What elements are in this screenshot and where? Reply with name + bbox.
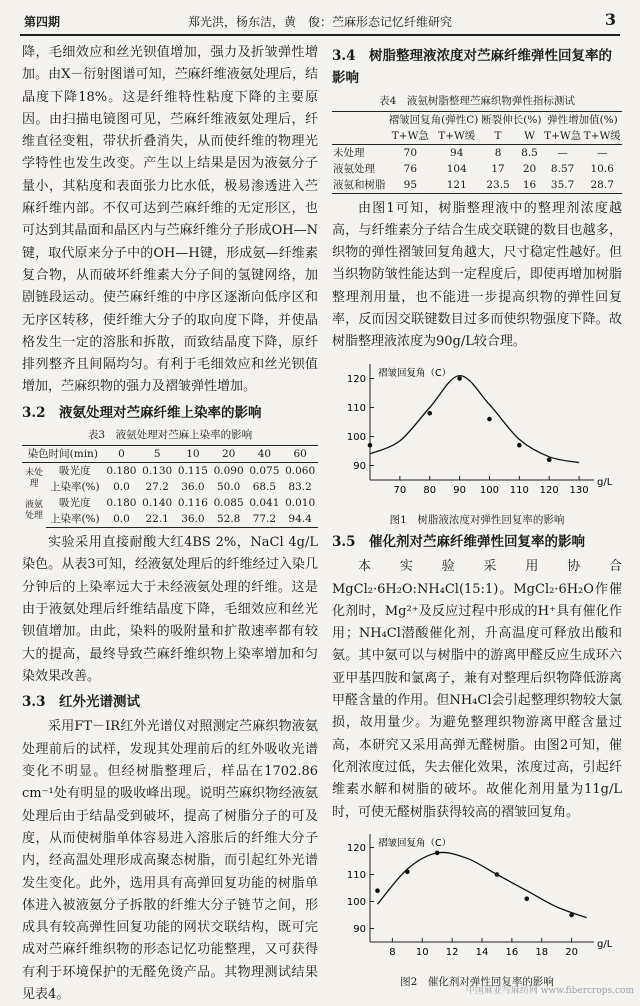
left-column <box>22 42 318 1006</box>
x-tick-label: 18 <box>535 946 549 958</box>
figure-2-chart <box>332 824 622 964</box>
table-cell: 0.180 <box>106 497 137 510</box>
table-cell: 0.085 <box>213 497 244 510</box>
row-label: 上染率(%) <box>49 481 100 494</box>
table-cell: — <box>596 146 608 159</box>
data-point <box>368 443 373 448</box>
page-number: 3 <box>604 10 616 29</box>
x-tick-label: 80 <box>423 484 437 496</box>
table-header-cell <box>332 128 387 145</box>
table-header-cell <box>332 111 387 128</box>
data-point <box>457 376 462 381</box>
table-cell: 0.140 <box>142 497 173 510</box>
table-cell: 23.5 <box>480 177 516 194</box>
row-group-label: 未处理 <box>24 468 43 490</box>
table-4 <box>332 111 622 194</box>
table-cell: 35.7 <box>543 177 583 194</box>
table-cell: 83.2 <box>288 481 312 494</box>
table-cell: 70 <box>403 146 418 159</box>
table-cell: 95 <box>387 177 433 194</box>
table-row <box>22 479 318 495</box>
table-cell: 76 <box>403 162 418 175</box>
site-watermark: 中国麻业与麻纺网 www.fibercrops.com <box>465 986 634 996</box>
table-header-cell: T+W缓 <box>582 128 622 145</box>
table-cell: 36.0 <box>181 481 205 494</box>
running-header <box>20 8 620 36</box>
x-tick-label: 130 <box>569 484 589 496</box>
table-cell: 0.116 <box>177 497 208 510</box>
table-cell: — <box>557 146 568 159</box>
table-cell: 52.8 <box>211 511 247 528</box>
table-header-cell: 弹性增加值(%) <box>543 111 622 128</box>
table-row <box>332 177 622 194</box>
x-tick-label: 10 <box>415 946 429 958</box>
x-axis-unit: g/L <box>597 476 613 488</box>
fitted-curve <box>377 852 586 917</box>
y-tick-label: 90 <box>353 460 366 472</box>
table-cell: 8.5 <box>521 146 538 159</box>
data-point <box>569 913 574 918</box>
section-heading-3-5: 3.5 催化剂对苎麻纤维弹性回复率的影响 <box>332 533 585 550</box>
table-cell: 28.7 <box>582 177 622 194</box>
table-cell: 17 <box>491 162 505 175</box>
table-cell: 94.4 <box>282 511 318 528</box>
y-tick-label: 100 <box>346 431 366 443</box>
table-row <box>332 144 622 161</box>
y-tick-label: 120 <box>346 842 366 854</box>
x-tick-label: 16 <box>505 946 519 958</box>
table-cell: 36.0 <box>175 511 211 528</box>
data-point <box>375 888 380 893</box>
x-tick-label: 20 <box>565 946 578 958</box>
y-tick-label: 120 <box>346 373 366 385</box>
x-axis-unit: g/L <box>597 938 613 950</box>
table-cell: 104 <box>446 162 467 175</box>
row-label: 液氨和树脂 <box>332 177 387 194</box>
fitted-curve <box>370 375 579 462</box>
table-cell: 8.57 <box>550 162 575 175</box>
table-header-cell: T+W急 <box>543 128 583 145</box>
table-row <box>22 511 318 528</box>
row-label: 上染率(%) <box>46 511 104 528</box>
paragraph-dyeing: 实验采用直接耐酸大红4BS 2%，NaCl 4g/L染色。从表3可知，经液氨处理后的纤维经过入染几分钟后的上染率远大于未经液氨处理的纤维。这是由于液氨处理后纤维结晶度下降，毛细效应和丝光钡值增加。由此，染料的吸附量和扩散速率都有较大的提高，最终导致苎麻纤维织物上染率增加和匀染效果改善。 <box>22 535 318 684</box>
table-header-cell: 20 <box>211 446 247 463</box>
table-cell: 0.075 <box>249 465 280 478</box>
x-tick-label: 70 <box>393 484 407 496</box>
data-point <box>517 443 522 448</box>
table-cell: 0.060 <box>285 465 316 478</box>
table-header-cell: T+W急 <box>387 128 433 145</box>
table-row <box>22 495 318 511</box>
table-cell: 94 <box>450 146 464 159</box>
x-tick-label: 8 <box>389 946 396 958</box>
issue-label: 第四期 <box>24 15 61 29</box>
y-tick-label: 90 <box>353 923 366 935</box>
data-point <box>487 416 492 421</box>
data-point <box>405 869 410 874</box>
table-3 <box>22 445 318 528</box>
table-header-cell: T <box>480 128 516 145</box>
paragraph-liquid-ammonia-effect: 降，毛细效应和丝光钡值增加，强力及折皱弹性增加。由X－衍射图谱可知，苎麻纤维液氨处理后，结晶度下降18%。这是纤维特性粘度下降的主要原因。由扫描电镜图可见，苎麻纤维液氨处理后，纤维直径变粗，带状折叠消失，从而使纤维的物理光学特性也发生改变。产生以上结果是因为液氨分子量小，其粘度和表面张力比水低，极易渗透进入苎麻纤维内部。不仅可达到苎麻纤维的无定形区，也可达到其晶面和晶区内与苎麻纤维分子形成OH—N键，取代原来分子中的OH—H键，形成氨—纤维素复合物，从而破坏纤维素大分子间的氢键网络，加剧链段运动。使苎麻纤维的中序区逐渐向低序区和无序区转移，使纤维大分子的取向度下降，并使晶格发生一定的溶胀和拆散，而致结晶度下降，原纤排列整齐且间隔均匀。有利于毛细效应和丝光钡值增加，苎麻织物的强力及褶皱弹性增加。 <box>22 45 318 395</box>
y-axis-title: 褶皱回复角（C） <box>378 367 452 379</box>
table-row <box>332 161 622 177</box>
table-cell: 0.0 <box>113 481 130 494</box>
x-tick-label: 90 <box>453 484 466 496</box>
table-header-cell: T+W缓 <box>434 128 480 145</box>
row-label: 吸光度 <box>59 465 91 478</box>
data-point <box>427 411 432 416</box>
paragraph-resin-concentration: 由图1可知，树脂整理液中的整理剂浓度越高，与纤维素分子结合生成交联键的数目也越多，织物的弹性褶皱回复角越大，尺寸稳定性越好。但当织物防皱性能达到一定程度后，即使再增加树脂整理剂用量，也不能进一步提高织物的弹性回复率，反而因交联键数目过多而使织物强度下降。故树脂整理液浓度为90g/L较合理。 <box>332 200 622 350</box>
table-4-subheader-row <box>332 128 622 145</box>
y-tick-label: 100 <box>346 896 366 908</box>
table-header-cell: 染色时间(min) <box>22 446 104 463</box>
table-cell: 0.180 <box>106 465 137 478</box>
y-tick-label: 110 <box>346 869 366 881</box>
data-point <box>495 872 500 877</box>
y-tick-label: 110 <box>346 402 366 414</box>
figure-1 <box>332 354 622 510</box>
data-point <box>435 850 440 855</box>
table-cell: 22.1 <box>139 511 175 528</box>
table-cell: 0.090 <box>213 465 244 478</box>
table-header-cell: W <box>516 128 543 145</box>
table-cell: 0.130 <box>142 465 173 478</box>
figure-1-caption: 图1 树脂液浓度对弹性回复率的影响 <box>389 513 565 526</box>
table-header-cell: 40 <box>247 446 283 463</box>
table-cell: 0.010 <box>285 497 316 510</box>
table-cell: 121 <box>434 177 480 194</box>
x-tick-label: 110 <box>509 484 529 496</box>
figure-2 <box>332 824 622 972</box>
x-tick-label: 100 <box>479 484 500 496</box>
section-heading-3-3: 3.3 红外光谱测试 <box>22 694 140 711</box>
table-header-cell: 5 <box>139 446 175 463</box>
table-cell: 0.115 <box>177 465 208 478</box>
table-3-header-row <box>22 446 318 463</box>
figure-2-caption: 图2 催化剂对弹性回复率的影响 <box>400 976 554 989</box>
table-3-caption: 表3 液氨处理对苎麻上染率的影响 <box>87 429 253 442</box>
table-cell: 77.2 <box>247 511 283 528</box>
section-heading-3-4: 3.4 树脂整理液浓度对苎麻纤维弹性回复率的影响 <box>332 48 612 87</box>
running-title: 郑光洪，杨东洁，黄 俊：苎麻形态记忆纤维研究 <box>187 15 452 29</box>
table-header-cell: 0 <box>104 446 140 463</box>
table-row <box>22 463 318 480</box>
table-cell: 27.2 <box>145 481 169 494</box>
row-label: 液氨处理 <box>333 162 375 175</box>
table-header-cell: 10 <box>175 446 211 463</box>
table-cell: 0.041 <box>249 497 280 510</box>
table-4-header-row <box>332 111 622 128</box>
row-label: 未处理 <box>333 146 365 159</box>
table-cell: 16 <box>516 177 543 194</box>
row-label: 吸光度 <box>59 497 91 510</box>
table-cell: 20 <box>522 162 537 175</box>
table-cell: 68.5 <box>252 481 277 494</box>
table-header-cell: 褶皱回复角(弹性C) <box>387 111 480 128</box>
table-cell: 10.6 <box>590 162 614 175</box>
data-point <box>547 457 552 462</box>
right-column <box>332 42 622 992</box>
y-axis-title: 褶皱回复角（C） <box>378 837 452 849</box>
paragraph-ir-spectrum: 采用FT－IR红外光谱仪对照测定苎麻织物液氨处理前后的试样，发现其处理前后的红外吸收光谱变化不明显。但经树脂整理后，样品在1702.86 cm⁻¹处有明显的吸收峰出现。说明苎麻织物经液氨处理后由于结晶受到破坏，提高了树脂分子的可及度，从而使树脂单体容易进入溶胀后的纤维大分子内，经高温处理形成高聚态树脂，而引起红外光谱发生变化。此外，选用具有高弹回复功能的树脂单体进入被液氨分子拆散的纤维大分子链节之间，形成具有较高弹性回复功能的网状交联结构，既可完成对苎麻纤维织物的形态记忆功能整理，又可获得有利于环境保护的无醛免烫产品。其物理测试结果见表4。 <box>22 719 318 1002</box>
table-cell: 0.0 <box>104 511 140 528</box>
table-cell: 50.0 <box>216 481 241 494</box>
x-tick-label: 12 <box>445 946 459 958</box>
section-heading-3-2: 3.2 液氨处理对苎麻纤维上染率的影响 <box>22 404 262 421</box>
table-header-cell: 60 <box>282 446 318 463</box>
data-point <box>525 896 530 901</box>
table-4-caption: 表4 液氨树脂整理苎麻织物弹性指标测试 <box>379 94 575 107</box>
x-tick-label: 14 <box>475 946 489 958</box>
row-group-label: 液氨处理 <box>24 500 43 522</box>
x-tick-label: 120 <box>539 484 559 496</box>
paragraph-catalyst: 本实验采用协合MgCl₂·6H₂O:NH₄Cl(15:1)。MgCl₂·6H₂O作催化剂时，Mg²⁺及反应过程中形成的H⁺具有催化作用；NH₄Cl潜酸催化剂，升高温度可释放出酸和氨。其中氨可以与树脂中的游离甲醛反应生成环六亚甲基四胺和氯离子，兼有对整理后织物降低游离甲醛含量的作用。但NH₄Cl会引起整理织物较大氯损，故用量少。为避免整理织物游离甲醛含量过高，本研究又采用高弹无醛树脂。由图2可知，催化剂浓度过低，失去催化效果，浓度过高，引起纤维素水解和树脂的破坏。故催化剂用量为11g/L时，可使无醛树脂获得较高的褶皱回复角。 <box>332 559 622 820</box>
table-header-cell: 断裂伸长(%) <box>480 111 543 128</box>
table-cell: 8 <box>494 146 502 159</box>
figure-1-chart <box>332 354 622 502</box>
